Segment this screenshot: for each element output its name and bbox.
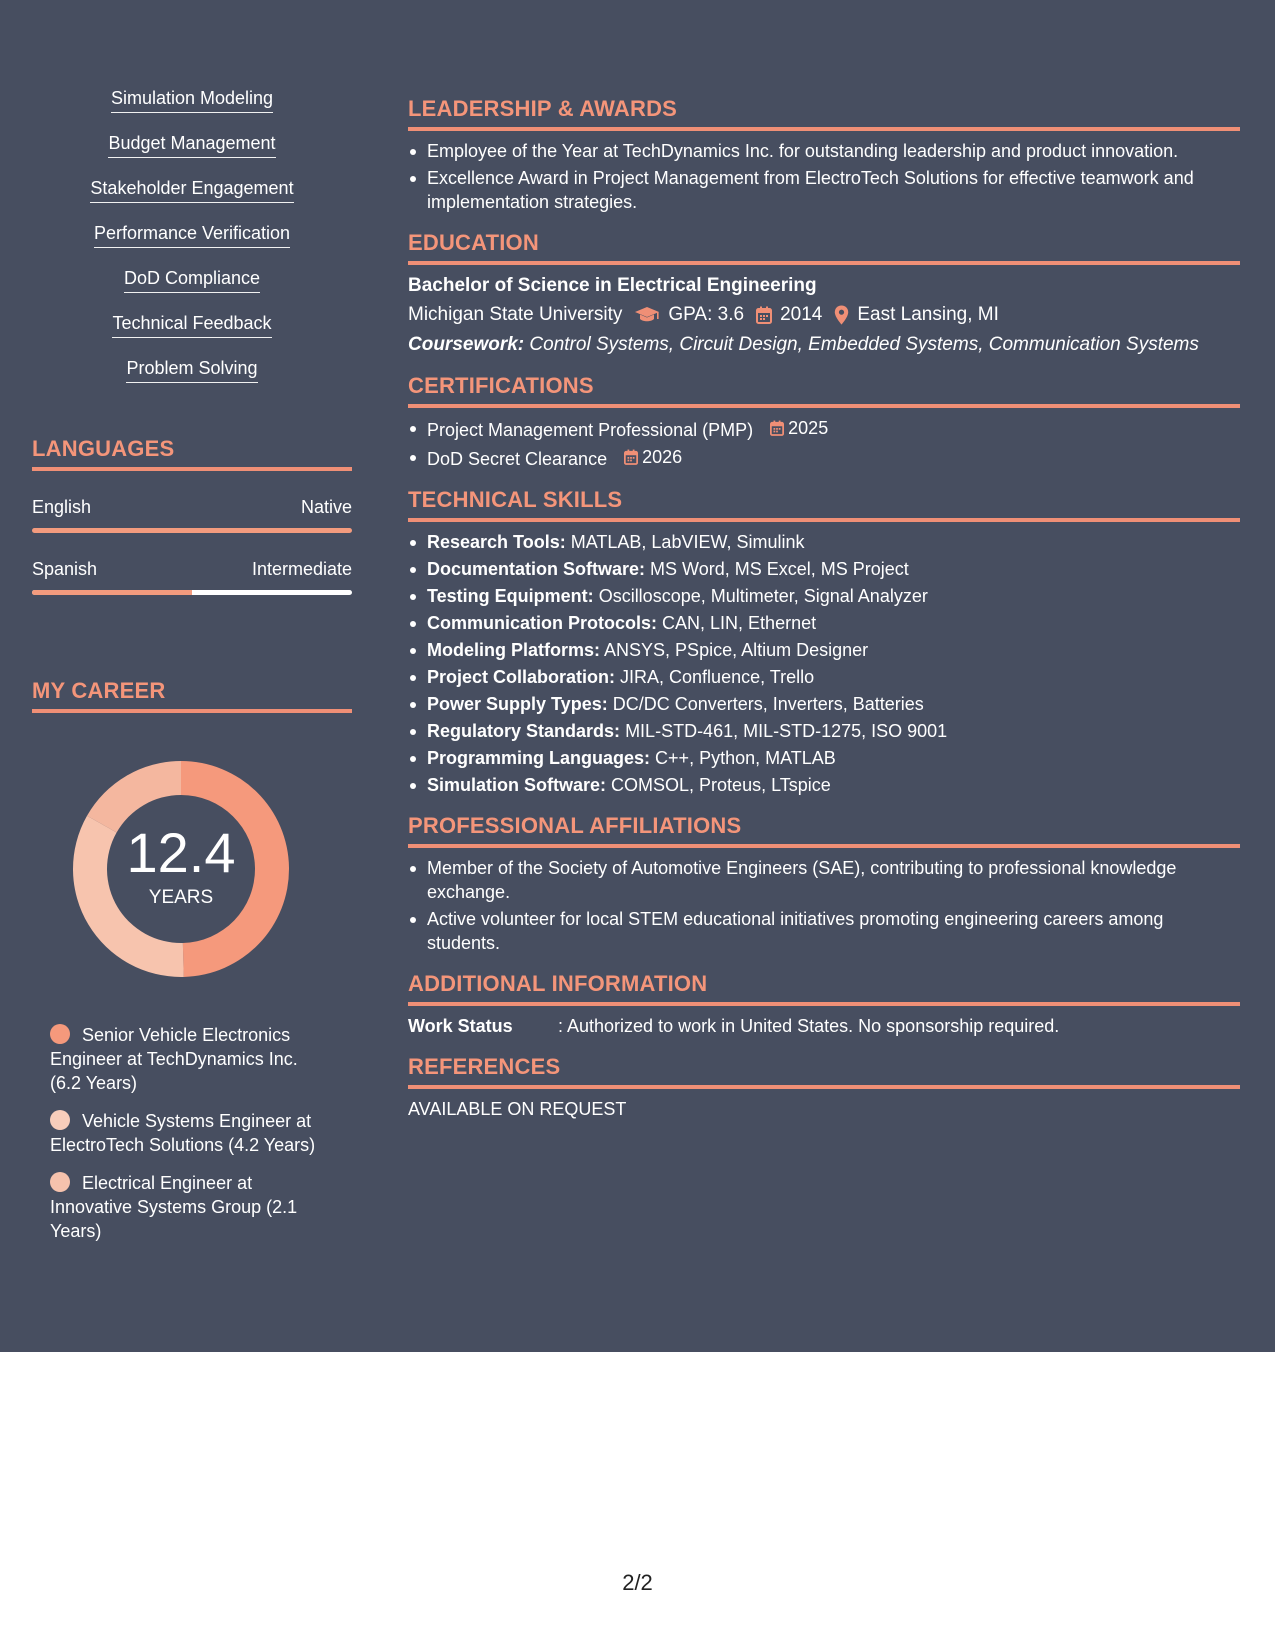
career-unit: YEARS bbox=[148, 887, 214, 908]
skill-values: MIL-STD-461, MIL-STD-1275, ISO 9001 bbox=[625, 721, 948, 741]
skill-list bbox=[32, 88, 352, 403]
skill-item bbox=[32, 133, 352, 178]
skill-item bbox=[32, 358, 352, 403]
right-column bbox=[408, 96, 1240, 1137]
skill-item bbox=[32, 313, 352, 358]
career-legend bbox=[32, 1023, 322, 1243]
leadership-section bbox=[408, 96, 1240, 214]
language-level: Native bbox=[300, 497, 352, 517]
references-text: AVAILABLE ON REQUEST bbox=[408, 1099, 627, 1119]
technical-skills-section bbox=[408, 487, 1240, 797]
legend-text: Electrical Engineer at Innovative Systems Group (2.1 Years) bbox=[50, 1173, 298, 1241]
degree-title: Bachelor of Science in Electrical Engineering bbox=[408, 275, 817, 296]
school-location: East Lansing, MI bbox=[857, 304, 999, 325]
skill-label: Stakeholder Engagement bbox=[90, 178, 293, 203]
additional-info-section bbox=[408, 971, 1240, 1038]
languages-heading: LANGUAGES bbox=[32, 436, 352, 471]
languages-section bbox=[32, 436, 352, 595]
left-column bbox=[32, 88, 352, 403]
language-row bbox=[32, 559, 352, 580]
skill-values: MATLAB, LabVIEW, Simulink bbox=[570, 532, 805, 552]
leadership-heading: LEADERSHIP & AWARDS bbox=[408, 96, 1240, 131]
legend-item bbox=[50, 1023, 322, 1095]
calendar-icon bbox=[756, 306, 772, 324]
coursework-label: Coursework: bbox=[408, 334, 525, 355]
skill-category: Communication Protocols: bbox=[427, 613, 658, 633]
technical-skills-list bbox=[408, 530, 1240, 797]
legend-dot bbox=[50, 1172, 70, 1192]
technical-skill-item bbox=[408, 530, 1240, 554]
skill-values: MS Word, MS Excel, MS Project bbox=[650, 559, 909, 579]
skill-category: Regulatory Standards: bbox=[427, 721, 621, 741]
certification-year-wrap bbox=[770, 416, 828, 440]
skill-label: Problem Solving bbox=[126, 358, 257, 383]
work-status-label: Work Status bbox=[408, 1016, 513, 1036]
leadership-item: Excellence Award in Project Management from ElectroTech Solutions for effective teamwork and implementation strategies. bbox=[408, 166, 1240, 214]
additional-info-heading: ADDITIONAL INFORMATION bbox=[408, 971, 1240, 1006]
technical-skill-item bbox=[408, 692, 1240, 716]
education-meta bbox=[408, 301, 1240, 329]
legend-text: Senior Vehicle Electronics Engineer at TechDynamics Inc. (6.2 Years) bbox=[50, 1025, 298, 1093]
leadership-item: Employee of the Year at TechDynamics Inc. for outstanding leadership and product innovation. bbox=[408, 139, 1240, 163]
skill-category: Documentation Software: bbox=[427, 559, 646, 579]
skill-label: Technical Feedback bbox=[112, 313, 271, 338]
technical-skill-item bbox=[408, 746, 1240, 770]
technical-skill-item bbox=[408, 638, 1240, 662]
certifications-heading: CERTIFICATIONS bbox=[408, 373, 1240, 408]
location-pin-icon bbox=[834, 305, 849, 325]
technical-skill-item bbox=[408, 773, 1240, 797]
certification-year: 2025 bbox=[788, 418, 829, 438]
skill-values: Oscilloscope, Multimeter, Signal Analyzer bbox=[598, 586, 928, 606]
language-bar-fill bbox=[32, 528, 352, 533]
skill-label: Simulation Modeling bbox=[111, 88, 273, 113]
legend-text: Vehicle Systems Engineer at ElectroTech Solutions (4.2 Years) bbox=[50, 1111, 316, 1155]
language-row bbox=[32, 497, 352, 518]
language-name: Spanish bbox=[32, 559, 98, 579]
language-bar-fill bbox=[32, 590, 192, 595]
technical-skill-item bbox=[408, 611, 1240, 635]
references-heading: REFERENCES bbox=[408, 1054, 1240, 1089]
skill-item bbox=[32, 178, 352, 223]
legend-dot bbox=[50, 1110, 70, 1130]
legend-item bbox=[50, 1171, 322, 1243]
certification-year-wrap bbox=[624, 445, 682, 469]
references-section bbox=[408, 1054, 1240, 1121]
skill-values: C++, Python, MATLAB bbox=[655, 748, 836, 768]
skill-label: DoD Compliance bbox=[124, 268, 260, 293]
skill-values: CAN, LIN, Ethernet bbox=[662, 613, 817, 633]
skill-category: Research Tools: bbox=[427, 532, 566, 552]
language-level: Intermediate bbox=[251, 559, 352, 579]
career-donut-chart bbox=[67, 755, 295, 983]
technical-skill-item bbox=[408, 719, 1240, 743]
school-name: Michigan State University bbox=[408, 304, 623, 325]
career-heading: MY CAREER bbox=[32, 678, 352, 713]
affiliations-heading: PROFESSIONAL AFFILIATIONS bbox=[408, 813, 1240, 848]
education-heading: EDUCATION bbox=[408, 230, 1240, 265]
skill-values: DC/DC Converters, Inverters, Batteries bbox=[612, 694, 924, 714]
certification-item bbox=[408, 445, 1240, 471]
skill-values: COMSOL, Proteus, LTspice bbox=[611, 775, 831, 795]
education-section bbox=[408, 230, 1240, 357]
technical-skill-item bbox=[408, 557, 1240, 581]
skill-category: Modeling Platforms: bbox=[427, 640, 601, 660]
coursework bbox=[408, 333, 1240, 357]
work-status-value: : Authorized to work in United States. No sponsorship required. bbox=[558, 1016, 1060, 1036]
leadership-list bbox=[408, 139, 1240, 214]
skill-values: ANSYS, PSpice, Altium Designer bbox=[604, 640, 869, 660]
legend-item bbox=[50, 1109, 322, 1157]
skill-label: Performance Verification bbox=[94, 223, 290, 248]
language-bar bbox=[32, 590, 352, 595]
skill-category: Simulation Software: bbox=[427, 775, 607, 795]
certification-item bbox=[408, 416, 1240, 442]
language-name: English bbox=[32, 497, 92, 517]
calendar-icon bbox=[770, 420, 784, 436]
affiliation-item: Member of the Society of Automotive Engineers (SAE), contributing to professional knowledge exchange. bbox=[408, 856, 1240, 904]
page-number: 2/2 bbox=[622, 1570, 653, 1595]
affiliations-section bbox=[408, 813, 1240, 955]
coursework-list: Control Systems, Circuit Design, Embedded Systems, Communication Systems bbox=[529, 334, 1199, 355]
skill-category: Programming Languages: bbox=[427, 748, 651, 768]
skill-item bbox=[32, 223, 352, 268]
career-total-years: 12.4 bbox=[126, 821, 236, 884]
technical-skill-item bbox=[408, 665, 1240, 689]
skill-category: Testing Equipment: bbox=[427, 586, 594, 606]
graduation-cap-icon bbox=[634, 306, 660, 324]
skill-item bbox=[32, 268, 352, 313]
certification-name: DoD Secret Clearance bbox=[427, 449, 608, 469]
calendar-icon bbox=[624, 449, 638, 465]
skill-label: Budget Management bbox=[108, 133, 275, 158]
graduation-year: 2014 bbox=[780, 304, 823, 325]
legend-dot bbox=[50, 1024, 70, 1044]
affiliation-item: Active volunteer for local STEM educational initiatives promoting engineering careers among students. bbox=[408, 907, 1240, 955]
skill-item bbox=[32, 88, 352, 133]
work-status-row bbox=[408, 1014, 1240, 1038]
career-section bbox=[32, 678, 352, 1257]
affiliations-list bbox=[408, 856, 1240, 955]
certification-year: 2026 bbox=[642, 447, 683, 467]
technical-skill-item bbox=[408, 584, 1240, 608]
language-list bbox=[32, 497, 352, 595]
certification-name: Project Management Professional (PMP) bbox=[427, 420, 754, 440]
skill-category: Power Supply Types: bbox=[427, 694, 608, 714]
skill-values: JIRA, Confluence, Trello bbox=[620, 667, 815, 687]
language-bar bbox=[32, 528, 352, 533]
donut-center bbox=[67, 755, 295, 983]
certifications-section bbox=[408, 373, 1240, 471]
certifications-list bbox=[408, 416, 1240, 471]
technical-skills-heading: TECHNICAL SKILLS bbox=[408, 487, 1240, 522]
gpa: GPA: 3.6 bbox=[668, 304, 745, 325]
skill-category: Project Collaboration: bbox=[427, 667, 616, 687]
